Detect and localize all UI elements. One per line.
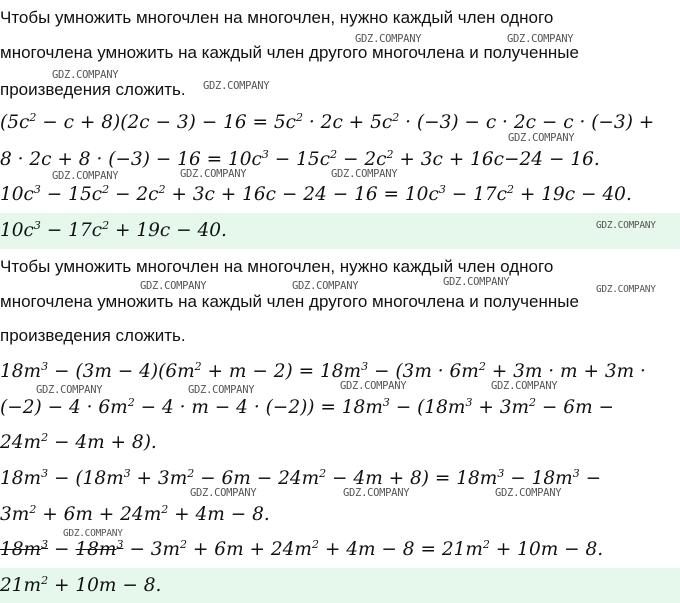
rule-text-line: произведения сложить. bbox=[0, 326, 186, 345]
watermark: GDZ.COMPANY bbox=[331, 168, 398, 180]
math-step: $8 \cdot 2c + 8 \cdot (-3) - 16 = 10c^3 - 15c^2 - 2c^2 + 3c + 16c-24 - 16$. bbox=[0, 147, 600, 170]
watermark: GDZ.COMPANY bbox=[203, 80, 270, 92]
exponent: 3 bbox=[41, 466, 49, 480]
exponent: 2 bbox=[41, 430, 49, 444]
watermark: GDZ.COMPANY bbox=[180, 168, 247, 180]
exponent: 2 bbox=[478, 359, 486, 373]
exponent: 3 bbox=[382, 395, 390, 409]
watermark: GDZ.COMPANY bbox=[292, 280, 359, 292]
watermark: GDZ.COMPANY bbox=[140, 280, 207, 292]
rule-text-line: Чтобы умножить многочлен на многочлен, нужно каждый член одного bbox=[0, 8, 554, 27]
rule-text-line: многочлена умножить на каждый член другого многочлена и полученные bbox=[0, 43, 579, 62]
exponent: 2 bbox=[529, 395, 537, 409]
math-step: $(5c^2 - c + 8)(2c - 3) - 16 = 5c^2 \cdot 2c + 5c^2 \cdot (-3) - c \cdot 2c - c \cdot (-3)$ + bbox=[0, 110, 655, 133]
math-step: $10c^3 - 15c^2 - 2c^2 + 3c + 16c - 24 - 16 = 10c^3 - 17c^2 + 19c - 40$. bbox=[0, 182, 632, 205]
exponent: 3 bbox=[41, 359, 49, 373]
exponent: 3 bbox=[465, 395, 473, 409]
exponent: 3 bbox=[261, 147, 269, 161]
exponent: 3 bbox=[33, 218, 41, 232]
exponent: 2 bbox=[102, 218, 110, 232]
exponent: 2 bbox=[161, 502, 169, 516]
exponent: 2 bbox=[102, 182, 110, 196]
math-step: $24m^2 - 4m + 8$). bbox=[0, 430, 157, 453]
exponent: 3 bbox=[116, 537, 124, 551]
exponent: 2 bbox=[386, 147, 394, 161]
watermark: GDZ.COMPANY bbox=[355, 33, 422, 45]
rule-text-line: многочлена умножить на каждый член другого многочлена и полученные bbox=[0, 292, 579, 311]
rule-text-line: произведения сложить. bbox=[0, 80, 186, 99]
exponent: 2 bbox=[482, 537, 490, 551]
math-step: $3m^2 + 6m + 24m^2 + 4m - 8$. bbox=[0, 502, 270, 525]
exponent: 2 bbox=[180, 537, 188, 551]
answer-box bbox=[0, 568, 680, 603]
math-step: $(-2) - 4 \cdot 6m^2 - 4 \cdot m - 4 \cdot (-2)) = 18m^3 - (18m^3 + 3m^2 - 6m$ − bbox=[0, 395, 614, 418]
exponent: 2 bbox=[194, 359, 202, 373]
math-step: $18m^3 - (18m^3 + 3m^2 - 6m - 24m^2 - 4m + 8) = 18m^3 - 18m^3$ − bbox=[0, 466, 602, 489]
exponent: 2 bbox=[506, 182, 514, 196]
watermark: GDZ.COMPANY bbox=[491, 380, 558, 392]
exponent: 3 bbox=[572, 466, 580, 480]
exponent: 2 bbox=[319, 466, 327, 480]
exponent: 3 bbox=[497, 466, 505, 480]
watermark: GDZ.COMPANY bbox=[52, 69, 119, 81]
answer: $10c^3 - 17c^2 + 19c - 40$. bbox=[0, 218, 227, 241]
watermark: GDZ.COMPANY bbox=[340, 380, 407, 392]
exponent: 2 bbox=[187, 466, 195, 480]
exponent: 2 bbox=[41, 573, 49, 587]
answer: $21m^2 + 10m - 8$. bbox=[0, 573, 162, 596]
exponent: 3 bbox=[123, 466, 131, 480]
exponent: 2 bbox=[311, 537, 319, 551]
watermark: GDZ.COMPANY bbox=[52, 170, 119, 182]
watermark: GDZ.COMPANY bbox=[188, 384, 255, 396]
exponent: 2 bbox=[127, 395, 135, 409]
watermark: GDZ.COMPANY bbox=[495, 487, 562, 499]
watermark: GDZ.COMPANY bbox=[596, 220, 656, 231]
exponent: 2 bbox=[296, 110, 304, 124]
exponent: 3 bbox=[361, 359, 369, 373]
watermark: GDZ.COMPANY bbox=[343, 487, 410, 499]
exponent: 2 bbox=[29, 502, 37, 516]
math-sep: − bbox=[48, 539, 76, 560]
math-rest: − $3m^2 + 6m + 24m^2 + 4m - 8 = 21m^2 + 10m - 8$. bbox=[123, 537, 604, 560]
watermark: GDZ.COMPANY bbox=[507, 33, 574, 45]
exponent: 3 bbox=[41, 537, 49, 551]
struck-term: $18m^3$ bbox=[75, 537, 124, 560]
exponent: 2 bbox=[158, 182, 166, 196]
math-step bbox=[0, 535, 603, 565]
watermark: GDZ.COMPANY bbox=[596, 284, 656, 295]
watermark: GDZ.COMPANY bbox=[63, 528, 123, 539]
watermark: GDZ.COMPANY bbox=[36, 384, 103, 396]
watermark: GDZ.COMPANY bbox=[508, 132, 575, 144]
watermark: GDZ.COMPANY bbox=[190, 487, 257, 499]
exponent: 3 bbox=[33, 182, 41, 196]
struck-term: $18m^3$ bbox=[0, 537, 49, 560]
answer-box bbox=[0, 213, 680, 249]
exponent: 2 bbox=[29, 110, 37, 124]
math-step: $18m^3 - (3m - 4)(6m^2 + m - 2) = 18m^3 - (3m \cdot 6m^2 + 3m \cdot m + 3m$ · bbox=[0, 359, 646, 382]
watermark: GDZ.COMPANY bbox=[443, 276, 510, 288]
rule-text-line: Чтобы умножить многочлен на многочлен, нужно каждый член одного bbox=[0, 257, 554, 276]
exponent: 2 bbox=[330, 147, 338, 161]
exponent: 2 bbox=[392, 110, 400, 124]
exponent: 3 bbox=[438, 182, 446, 196]
